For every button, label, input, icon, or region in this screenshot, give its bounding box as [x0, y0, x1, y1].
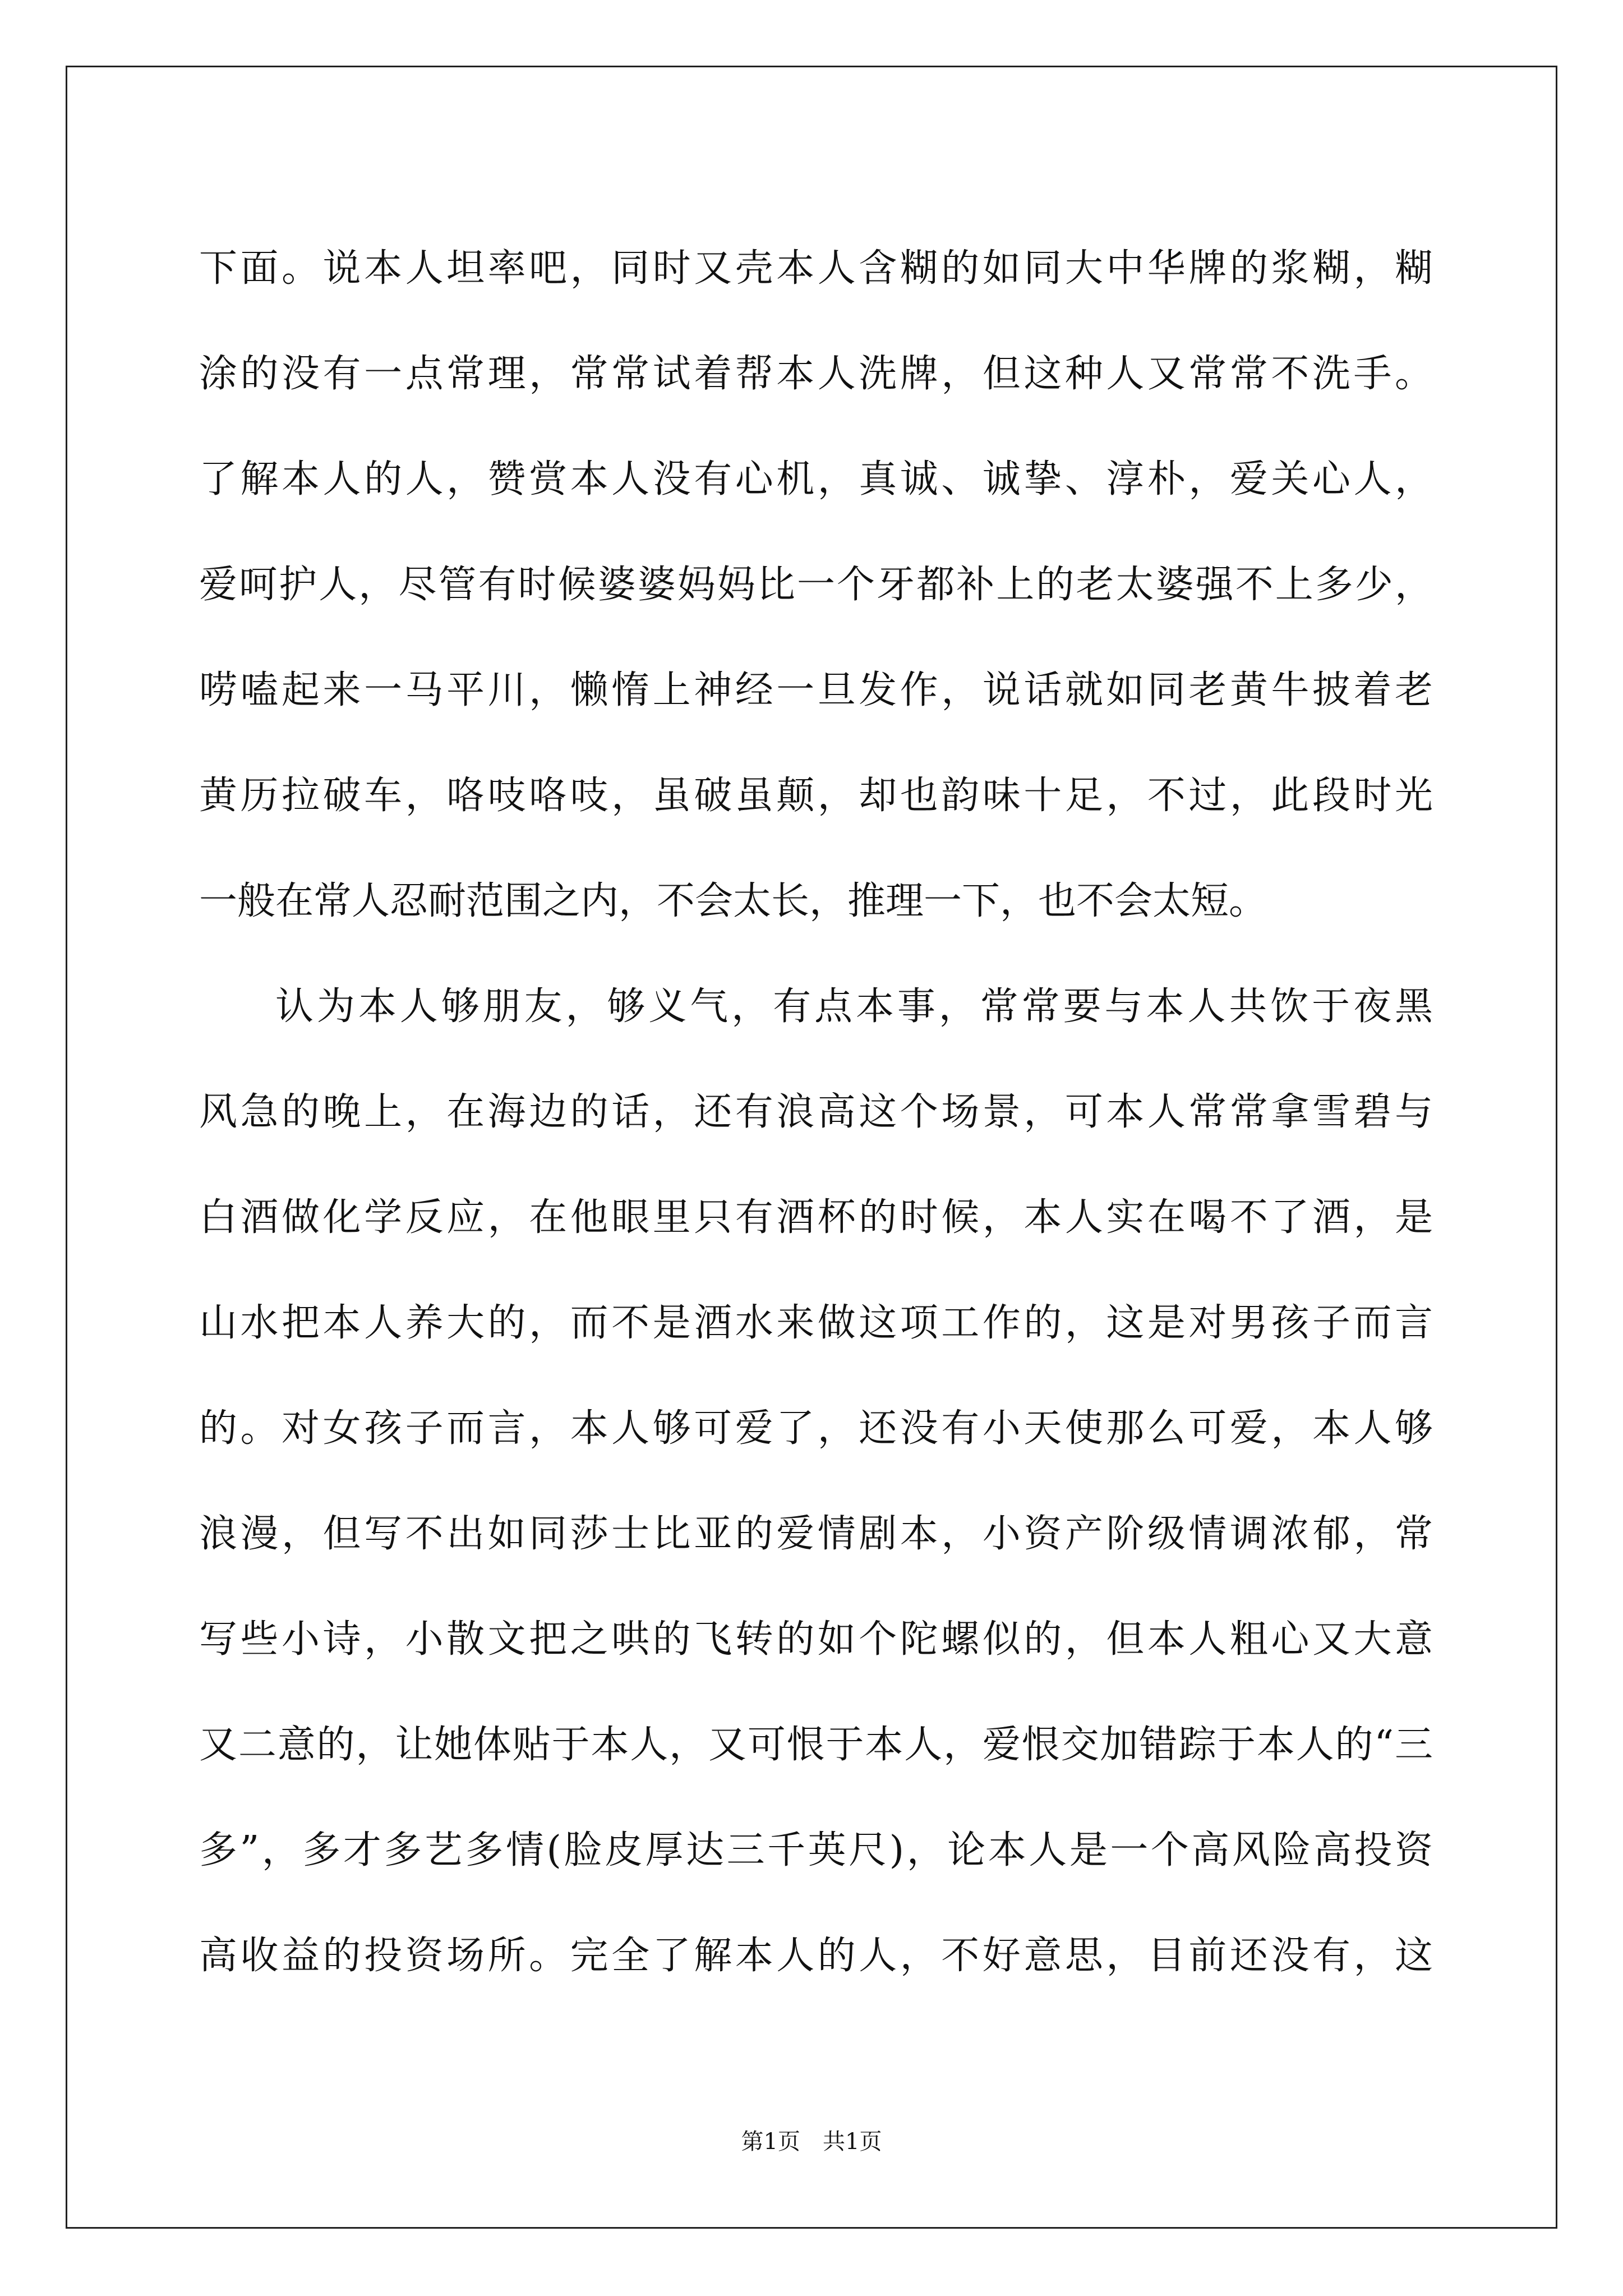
text-line: 唠嗑起来一马平川，懒惰上神经一旦发作，说话就如同老黄牛披着老	[199, 668, 1433, 712]
text-line: 下面。说本人坦率吧，同时又壳本人含糊的如同大中华牌的浆糊，糊	[199, 246, 1433, 291]
text-line: 高收益的投资场所。完全了解本人的人，不好意思，目前还没有，这	[199, 1934, 1433, 1978]
text-line: 涂的没有一点常理，常常试着帮本人洗牌，但这种人又常常不洗手。	[199, 352, 1433, 396]
text-line: 一般在常人忍耐范围之内，不会太长，推理一下，也不会太短。	[199, 879, 1267, 923]
text-line: 了解本人的人，赞赏本人没有心机，真诚、诚挚、淳朴，爱关心人，	[199, 457, 1433, 501]
body-text	[199, 216, 1433, 2009]
text-line: 写些小诗，小散文把之哄的飞转的如个陀螺似的，但本人粗心又大意	[199, 1617, 1433, 1662]
text-line: 认为本人够朋友，够义气，有点本事，常常要与本人共饮于夜黑	[275, 984, 1433, 1029]
text-line: 黄历拉破车，咯吱咯吱，虽破虽颠，却也韵味十足，不过，此段时光	[199, 774, 1433, 818]
text-line: 风急的晚上，在海边的话，还有浪高这个场景，可本人常常拿雪碧与	[199, 1090, 1433, 1134]
page-number: 第1页 共1页	[741, 2129, 882, 2155]
text-line: 白酒做化学反应，在他眼里只有酒杯的时候，本人实在喝不了酒，是	[199, 1195, 1433, 1240]
text-line: 山水把本人养大的，而不是酒水来做这项工作的，这是对男孩子而言	[199, 1301, 1433, 1345]
text-line: 浪漫，但写不出如同莎士比亚的爱情剧本，小资产阶级情调浓郁，常	[199, 1512, 1433, 1556]
text-line: 又二意的，让她体贴于本人，又可恨于本人，爱恨交加错踪于本人的“三	[199, 1723, 1433, 1767]
text-line: 多”，多才多艺多情(脸皮厚达三千英尺)，论本人是一个高风险高投资	[199, 1828, 1433, 1872]
text-line: 爱呵护人，尽管有时候婆婆妈妈比一个牙都补上的老太婆强不上多少，	[199, 563, 1433, 607]
text-line: 的。对女孩子而言，本人够可爱了，还没有小天使那么可爱，本人够	[199, 1406, 1433, 1451]
page-footer	[0, 2124, 1623, 2156]
